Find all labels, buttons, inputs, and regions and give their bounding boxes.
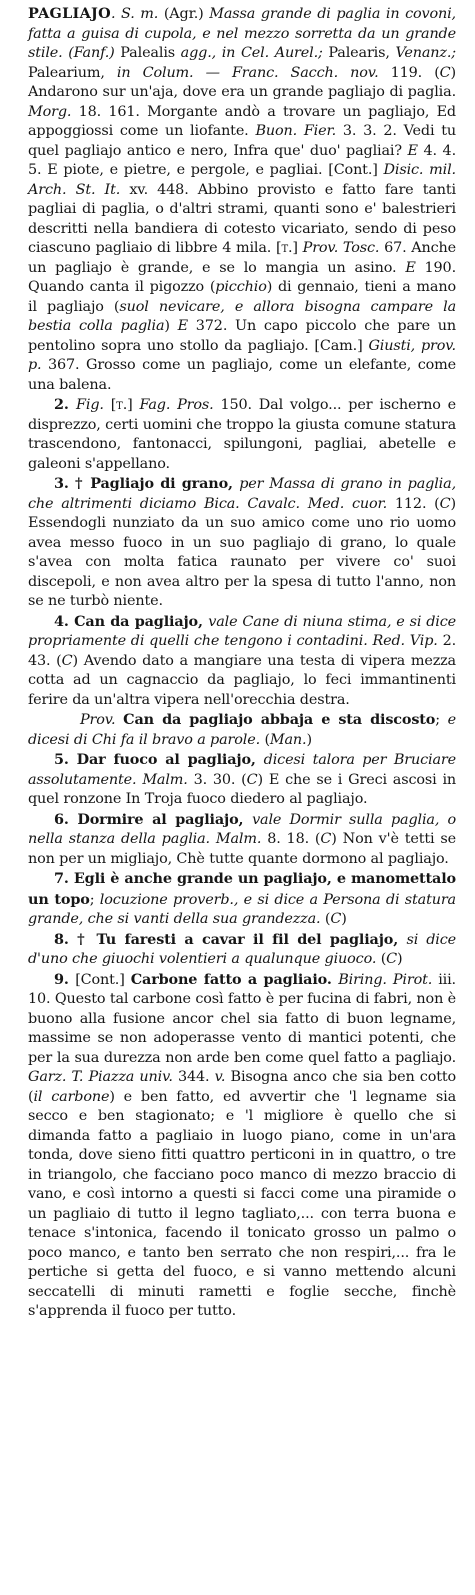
text-run: Palearis, (328, 45, 396, 61)
text-run: ) Avendo dato a mangiare una testa di vipera mezza cotta ad un cagnaccio da pagliajo, lo feci immantinenti ferire da un'altra vipera nell'orecchia destra. (28, 652, 456, 708)
text-run: ; (435, 712, 448, 728)
text-run: Morg. (28, 103, 79, 120)
text-run: (Agr.) (163, 6, 210, 22)
text-run: C (386, 951, 398, 967)
text-run: agg., in Cel. Aurel.; (180, 45, 329, 61)
text-run: Bisogna anco che sia ben cotto ( (28, 1069, 456, 1105)
proverb-line (28, 710, 456, 750)
text-run: E (407, 142, 424, 159)
text-run: ) di gennaio, tieni a mano il pagliajo ( (28, 279, 456, 315)
text-run: 3. 3. 2. Vedi tu quel pagliajo antico e nero, Infra que' duo' pagliai? (28, 123, 456, 159)
text-run: C (246, 771, 258, 788)
text-run: 9. (54, 970, 76, 988)
text-run: locuzione proverb., e si dice a Persona di statura grande, che si vanti della sua grandezza. (28, 891, 456, 927)
text-run: 119. ( (390, 64, 440, 81)
text-run: 3. † Pagliajo di grano, (54, 475, 240, 492)
text-run: C (330, 911, 342, 927)
text-run: si dice d'uno che giuochi volentieri a qualunque giuoco. (28, 931, 456, 967)
text-run: vale Cane di niuna stima, e si dice propriamente di quelli che tengono i contadini. Red. Vip. (28, 613, 456, 649)
text-run: [ (110, 397, 117, 413)
text-run: 7. Egli è anche grande un pagliajo, e manomettalo un topo (28, 870, 456, 908)
text-run: t. (281, 240, 293, 256)
text-run: Giusti, prov. p. (28, 337, 456, 373)
text-run: ; (89, 891, 100, 908)
text-run: ) (341, 911, 347, 927)
text-run: 8. † Tu faresti a cavar il fil del pagliajo, (54, 930, 407, 948)
text-run: Palealis (120, 45, 181, 61)
entry-definition (28, 4, 456, 395)
text-run: 2. (54, 396, 77, 413)
text-run: 8. 18. ( (267, 831, 321, 847)
text-run: 67. Anche un pagliajo è grande, e se lo mangia un asino. (28, 240, 457, 276)
text-run: Can da pagliajo abbaja e sta discosto (123, 711, 436, 728)
text-run: ] (292, 240, 303, 256)
text-run: e dicesi di Chi fa il bravo a parole. (28, 712, 456, 748)
sense-4 (28, 612, 456, 711)
text-run: C (61, 652, 73, 669)
text-run: 112. ( (394, 495, 440, 512)
text-run: per Massa di grano in paglia, che altrimenti diciamo Bica. Cavalc. Med. cuor. (28, 476, 456, 512)
text-run: ( (324, 911, 331, 927)
text-run: C (439, 64, 451, 81)
text-run: ] (127, 397, 140, 413)
text-run: E (405, 259, 425, 276)
text-run: 4. Can da pagliajo, (54, 612, 209, 630)
text-run: 367. Grosso come un pagliajo, come un elefante, come una balena. (28, 357, 456, 393)
text-run: ( (380, 951, 387, 967)
text-run: Carbone fatto a pagliaio. (130, 970, 339, 988)
text-run: Fag. Pros. (139, 397, 221, 413)
sense-2 (28, 395, 456, 474)
text-run: [Cont.] (75, 971, 131, 988)
text-run: Buon. Fier. (255, 123, 343, 139)
text-run: 344. (178, 1069, 215, 1085)
text-run: Disic. mil. Arch. St. It. (28, 162, 456, 198)
sense-7 (28, 869, 456, 930)
text-run: Man. (269, 731, 307, 748)
text-run: ) Non v'è tetti se non per un migliajo, Chè tutte quante dormono al pagliajo. (28, 831, 456, 867)
sense-5 (28, 750, 456, 810)
text-run: 6. Dormire al pagliajo, (54, 810, 253, 828)
text-run: iii. 10. Questo tal carbone così fatto è per fucina di fabri, non è buono alla fusione ancor chel sia fatto di buon legname, massime se non adoperasse vento di mantici potenti, che per la sua durezza non arde ben come quel fatto a pagliajo. (28, 971, 456, 1066)
text-run: Palearium, (28, 64, 117, 81)
dictionary-entry (28, 4, 456, 1322)
text-run: Fig. (76, 397, 111, 413)
text-run: 3. 30. ( (193, 771, 247, 788)
headword: PAGLIAJO (28, 5, 111, 22)
text-run: Venanz.; (395, 45, 456, 61)
text-run: 372. Un capo piccolo che pare un pentolino sopra uno stollo da pagliajo. [Cam.] (28, 318, 456, 354)
text-run: 150. Dal volgo... per ischerno e disprezzo, certi uomini che troppo la giusta comune statura trascendono, fantonacci, spilungoni, pagliai, abetelle e galeoni s'appellano. (28, 397, 457, 472)
text-run: xv. 448. Abbino provisto e fatto fare tanti pagliai di paglia, o d'altri strami, quanti sono e' balestrieri descritti nella bandiera di cotesto vicariato, sendo di peso ciascuno pagliaio di libbre 4 mila. [ (28, 181, 456, 256)
text-run: ) Andarono sur un'aja, dove era un grande pagliajo di paglia. (28, 64, 456, 100)
text-run: suol nevicare, e allora bisogna campare la bestia colla paglia (28, 298, 456, 334)
text-run: Prov. Tosc. (302, 240, 385, 256)
text-run: ) Essendogli nunziato da un suo amico come uno rio uomo avea messo fuoco in un suo pagliajo di grano, lo quale s'avea con molta fatica raunato per vivere co' suoi discepoli, e non avea altro per la spesa di tutto l'anno, non se ne turbò niente. (28, 495, 456, 609)
text-run: 4. 4. 5. E piote, e pietre, e pergole, e pagliai. [Cont.] (28, 142, 456, 178)
sense-3 (28, 474, 456, 612)
text-run: Garz. T. Piazza univ. (28, 1069, 178, 1085)
text-run: ) e ben fatto, ed avvertir che 'l legname sia secco e ben stagionato; e 'l migliore è quello che si dimanda fatto a pagliaio in luogo piano, come in un'ara tonda, dove sieno fitti quattro perticoni in in quattro, o tre in triangolo, che facciano poco manco di mezzo braccio di vano, e così intorno a questi si facci come una piramide o un pagliaio di tutto il legno tagliato,... con terra buona e tenace s'intonica, facendo il tonicato grosso un palmo o poco manco, e tanto ben serrato che non respiri,... fra le pertiche si getta del fuoco, e si vanno mettendo alcuni seccatelli di minuti rametti e foglie secche, finchè s'apprenda il fuoco per tutto. (28, 1088, 456, 1319)
text-run: 18. 161. Morgante andò a trovare un pagliajo, Ed appoggiossi come un liofante. (28, 103, 456, 139)
text-run: ) (164, 318, 178, 334)
sense-9 (28, 970, 456, 1322)
text-run: in Colum. — Franc. Sacch. nov. (116, 64, 391, 81)
text-run: C (439, 495, 451, 512)
text-run: dicesi talora per Bruciare assolutamente. Malm. (28, 752, 456, 788)
text-run: ) (397, 951, 403, 967)
text-run: 5. Dar fuoco al pagliajo, (54, 751, 264, 768)
text-run: ) E che se i Greci ascosi in quel ronzone In Troja fuoco diedero al pagliajo. (28, 771, 457, 807)
sense-6 (28, 810, 456, 870)
text-run: Massa grande di paglia in covoni, fatta a guisa di cupola, e nel mezzo sorretta da un grande stile. (Fanf.) (28, 6, 456, 61)
text-run: 2. 43. ( (28, 633, 456, 669)
text-run: t. (116, 397, 128, 413)
text-run: picchio (215, 279, 267, 295)
text-run: ) (306, 731, 312, 748)
text-run: vale Dormir sulla paglia, o nella stanza della paglia. Malm. (28, 811, 456, 847)
text-run: Prov. (80, 712, 124, 728)
text-run: ( (264, 731, 270, 748)
text-run: E (177, 318, 196, 334)
text-run: Biring. Pirot. (338, 971, 439, 988)
text-run: C (320, 831, 332, 847)
text-run: 190. Quando canta il pigozzo ( (28, 259, 456, 295)
text-run: . S. m. (111, 6, 164, 22)
text-run: il carbone (33, 1088, 110, 1105)
sense-8 (28, 930, 456, 970)
text-run: v. (214, 1069, 231, 1085)
